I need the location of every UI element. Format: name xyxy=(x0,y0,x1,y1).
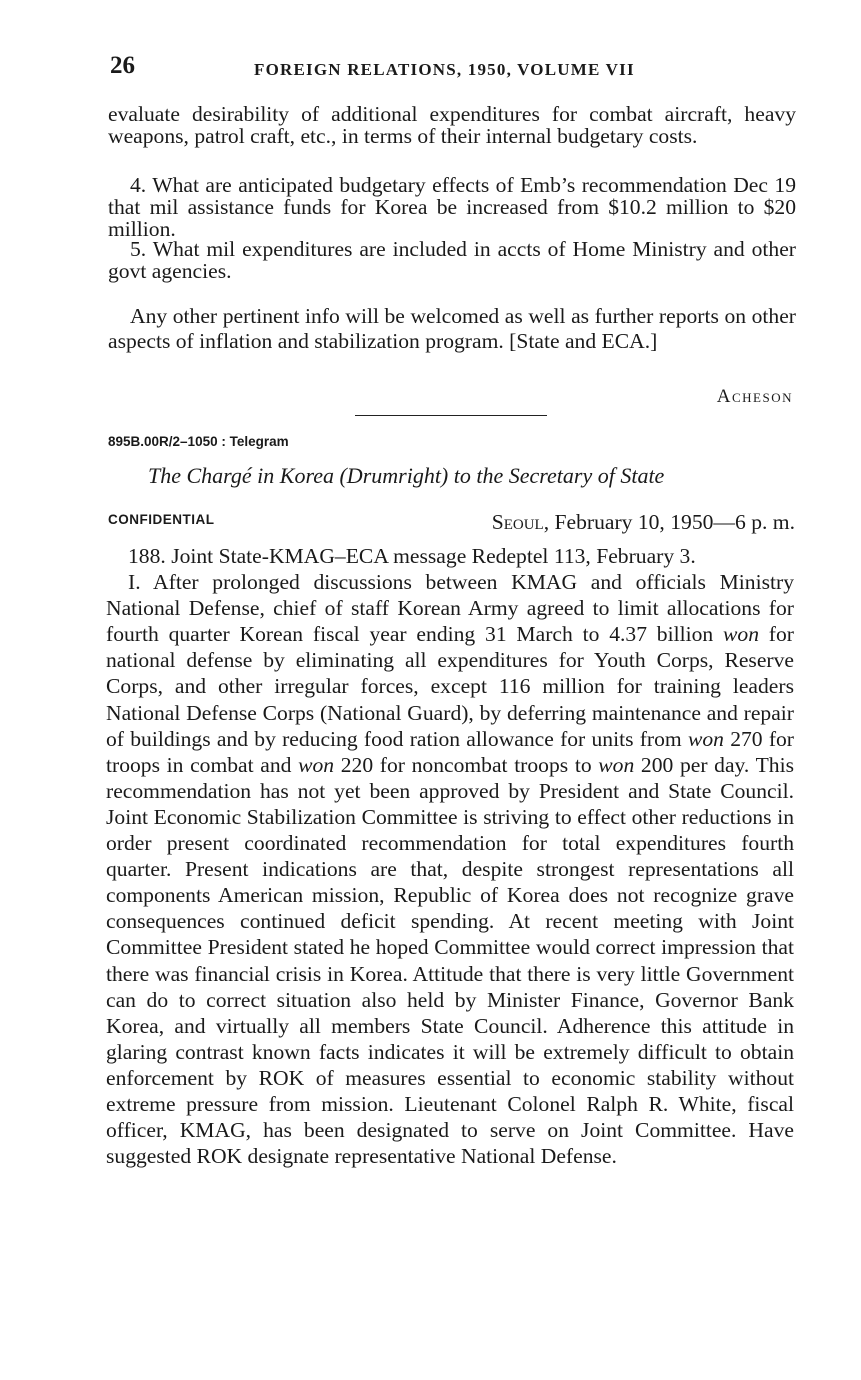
running-title: FOREIGN RELATIONS, 1950, VOLUME VII xyxy=(254,60,635,79)
place-date-line xyxy=(492,510,795,535)
item-5-paragraph xyxy=(108,238,796,282)
paragraph-188: 188. Joint State-KMAG–ECA message Redeptel 113, February 3. xyxy=(128,544,696,568)
paragraph-I-part-a: I. After prolonged discussions between KMAG and officials Ministry National Defense, chief of staff Korean Army agreed to limit allocations for fourth quarter Korean fiscal year ending 31 March to 4.37 billion xyxy=(106,570,794,647)
currency-won: won xyxy=(723,622,759,647)
currency-won: won xyxy=(298,752,335,777)
closing-text: Any other pertinent info will be welcomed as well as further reports on other aspects of inflation and stabilization program. [State and ECA.] xyxy=(108,304,796,353)
closing-paragraph xyxy=(108,304,796,353)
paragraph-I-part-e: 200 per day. This recommendation has not yet been approved by President and State Council. Joint Economic Stabilization Committee is striving to effect other reductions in order present coordinated recommendation for total expenditures fourth quarter. Present indications are that, despite strongest representations all components American mission, Republic of Korea does not recognize grave consequences continued deficit spending. At recent meeting with Joint Committee President stated he hoped Committee would correct impression that there was financial crisis in Korea. Attitude that there is very little Government can do to correct situation also held by Minister Finance, Governor Bank Korea, and virtually all members State Council. Adherence this attitude in glaring contrast known facts indicates it will be extremely difficult to obtain enforcement by ROK of measures essential to economic stability without extreme pressure from mission. Lieutenant Colonel Ralph R. White, fiscal officer, KMAG, has been designated to serve on Joint Committee. Have suggested ROK designate representative National Defense. xyxy=(106,752,794,1169)
continuation-paragraph xyxy=(108,103,796,147)
paragraph-I-part-b: for national defense by eliminating all expenditures for Youth Corps, Reserve Corps, and other irregular forces, except 116 million for training leaders National Defense Corps (National Guard), by deferring maintenance and repair of buildings and by reducing food ration allowance for units from xyxy=(106,622,794,751)
paragraph-I-part-c: 270 for troops in combat and xyxy=(106,726,794,777)
item-4-paragraph xyxy=(108,174,796,240)
paragraph-I xyxy=(106,569,794,1169)
date-text: , February 10, 1950—6 p. m. xyxy=(543,510,795,534)
item-5-text: 5. What mil expenditures are included in accts of Home Ministry and other govt agencies. xyxy=(108,237,796,283)
page-number: 26 xyxy=(110,52,135,79)
classification-label: CONFIDENTIAL xyxy=(108,512,215,527)
document-title: The Chargé in Korea (Drumright) to the Secretary of State xyxy=(148,463,665,488)
page-header xyxy=(108,52,794,86)
item-4-text: 4. What are anticipated budgetary effects of Emb’s recommendation Dec 19 that mil assistance funds for Korea be increased from $10.2 million to $20 million. xyxy=(108,173,796,241)
section-divider xyxy=(355,415,547,416)
paragraph-I-part-d: 220 for noncombat troops to xyxy=(334,752,599,777)
place-name: Seoul xyxy=(491,510,544,534)
currency-won: won xyxy=(598,752,635,777)
currency-won: won xyxy=(687,726,724,751)
signature: Acheson xyxy=(716,386,793,407)
continuation-text: evaluate desirability of additional expenditures for combat aircraft, heavy weapons, patrol craft, etc., in terms of their internal budgetary costs. xyxy=(108,102,796,148)
document-file-id: 895B.00R/2–1050 : Telegram xyxy=(108,434,289,449)
telegram-body xyxy=(106,543,794,1169)
